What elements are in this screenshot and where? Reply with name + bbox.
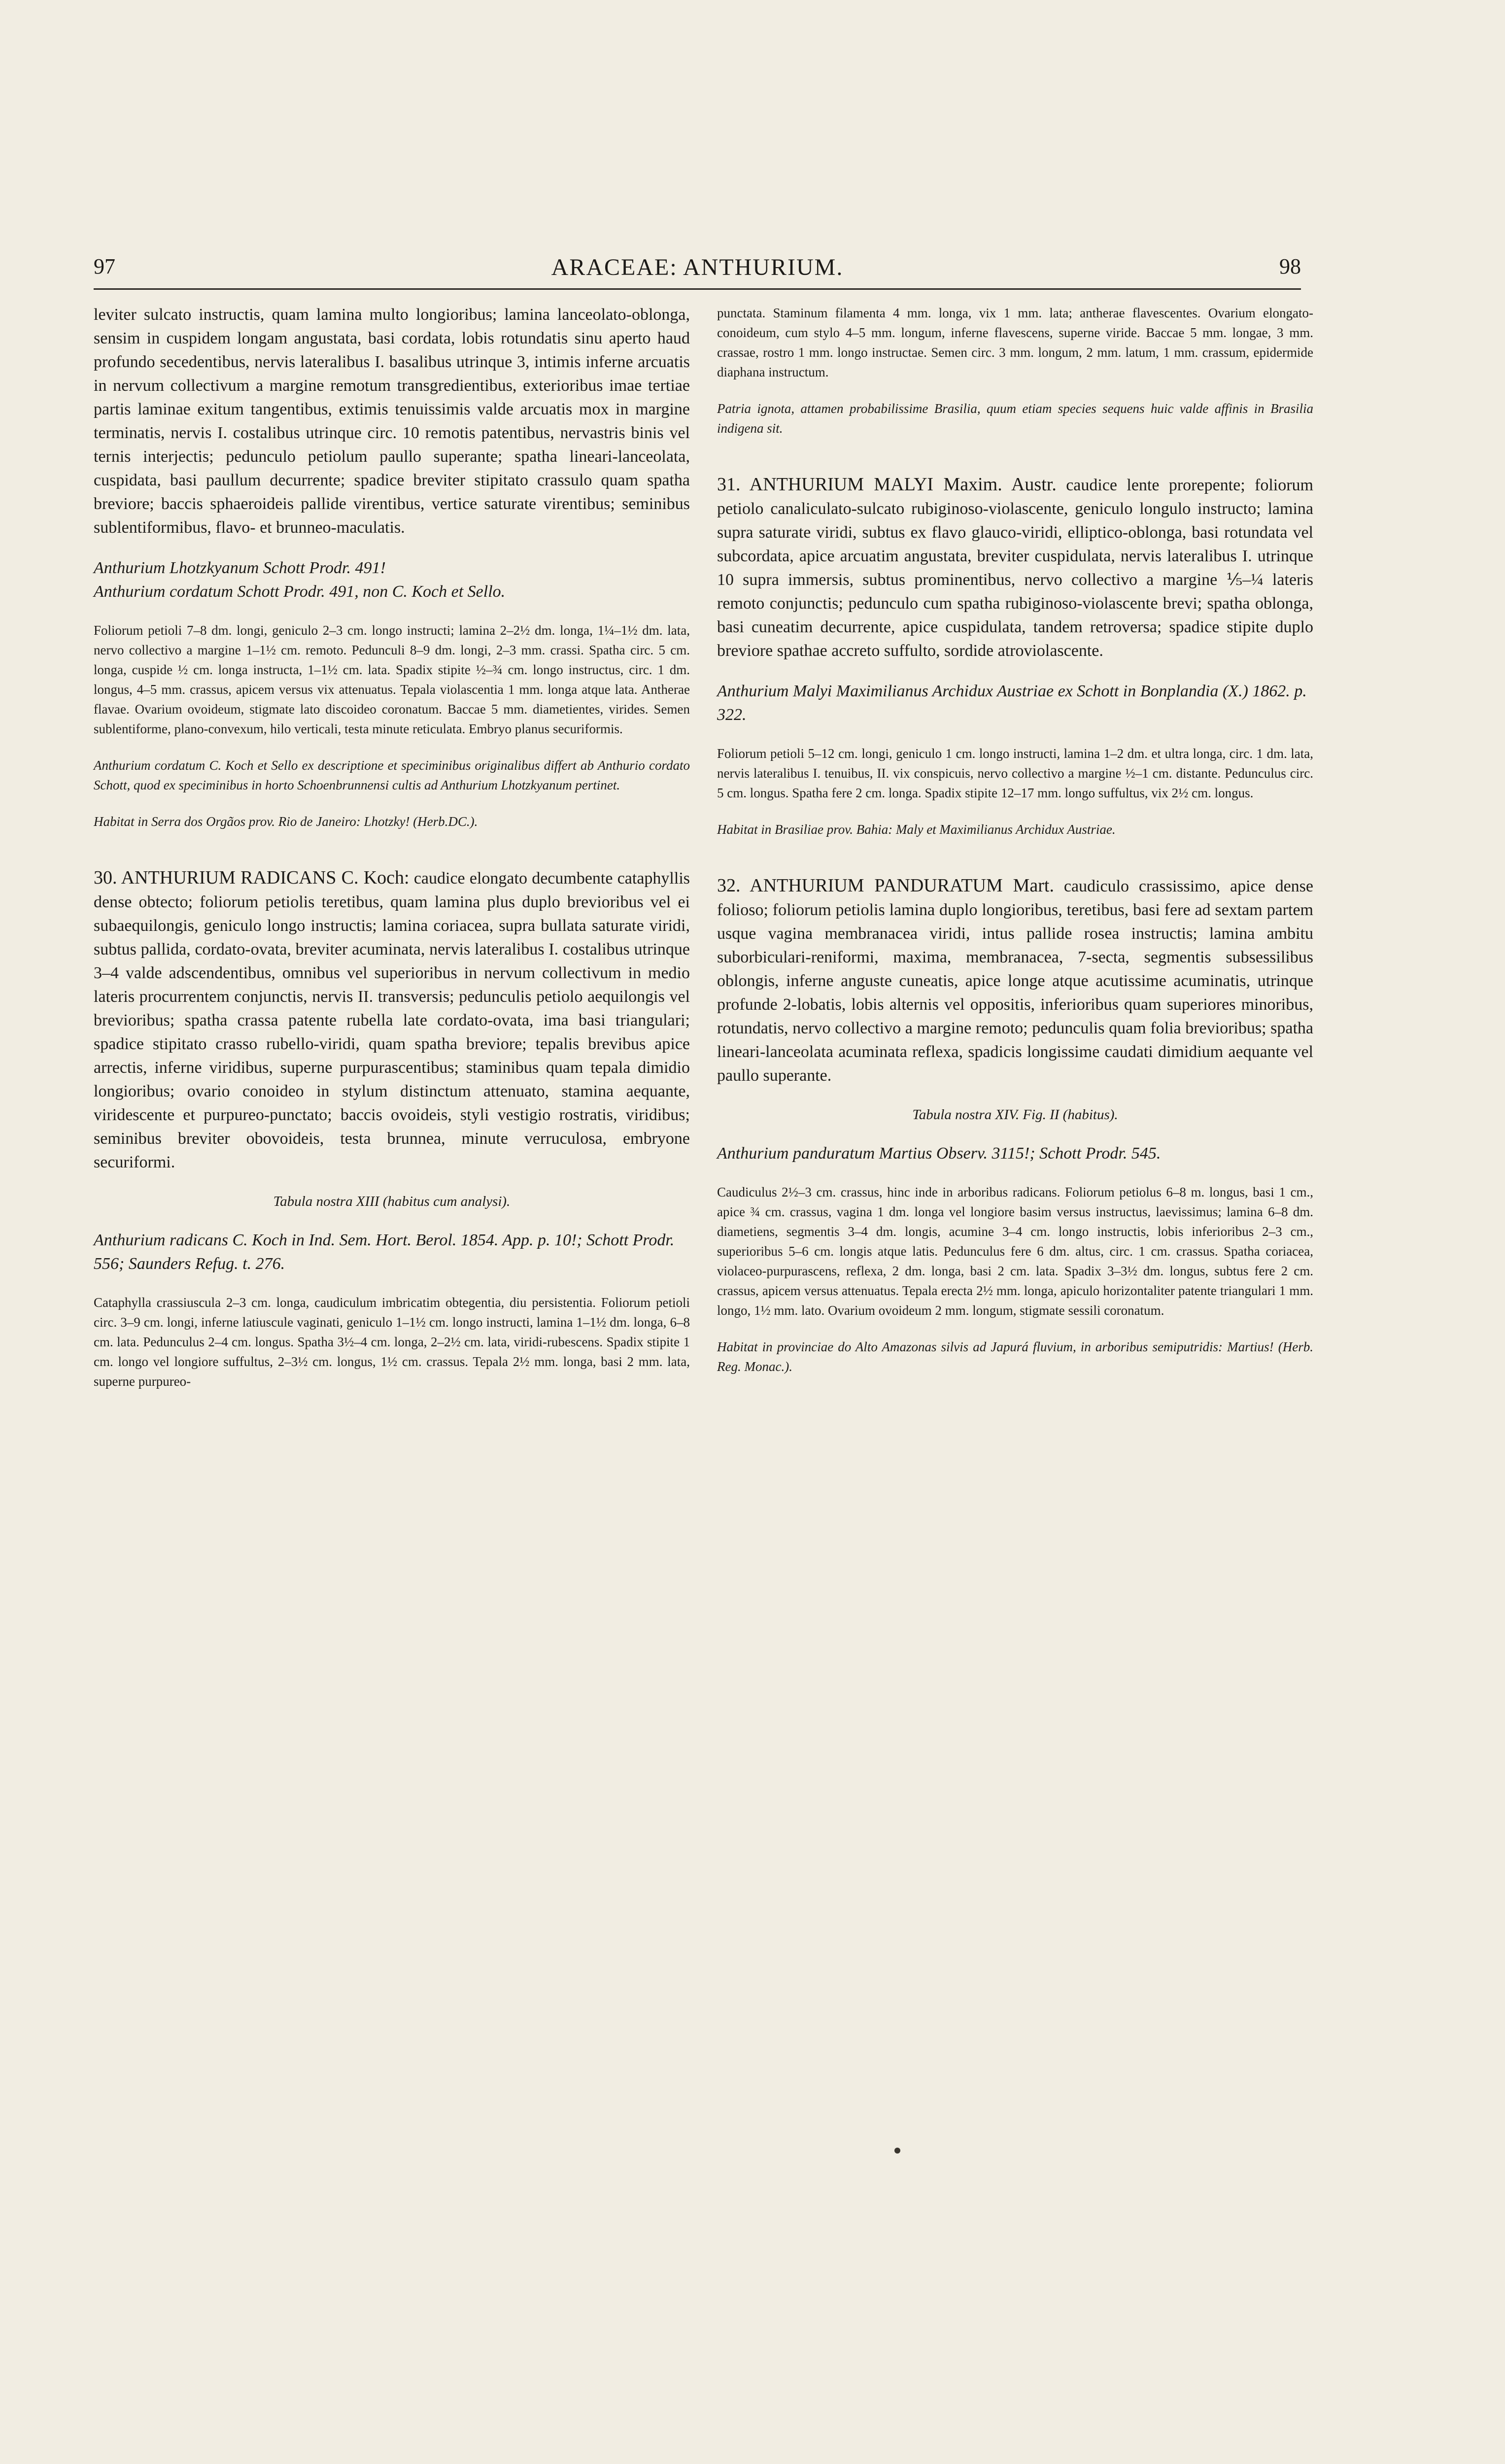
habitat-malyi: Habitat in Brasiliae prov. Bahia: Maly et Maximilianus Archidux Austriae.: [717, 822, 1116, 837]
species-31-text: caudice lente prorepente; foliorum petiolo canaliculato-sulcato rubiginoso-violascente, geniculo longulo instructo; lamina supra saturate viridi, subtus ex flavo glauco-viridi, elliptico-oblonga, basi rotundata vel subcordata, apice arcuatim angustata, breviter cuspidulata, nervis lateralibus I. utrinque 10 supra immersis, subtus prominentibus, nervo collectivo a margine ⅕–¼ lateris remoto conjunctis; pedunculo cum spatha rubiginoso-violascente brevi; spatha oblonga, basi cuneatim decurrente, apice cuspidulata, tandem retroversa; spadice stipite duplo breviore spathae accreto suffulto, sordide atroviolascente.: [717, 476, 1313, 660]
plate-reference-32: Tabula nostra XIV. Fig. II (habitus).: [912, 1107, 1118, 1123]
species-30-paragraph: [94, 866, 690, 1174]
species-30-text: caudice elongato decumbente cataphyllis dense obtecto; foliorum petiolis teretibus, quam lamina plus duplo brevioribus vel ei subaequilongis, geniculo longo instructis; lamina coriacea, supra bullata saturate viridi, subtus pallida, cordato-ovata, breviter acuminata, nervis lateralibus I. costalibus utrinque 3–4 valde adscendentibus, omnibus vel superioribus in nervum collectivum in medio lateris procurrentem conjunctis, nervis II. transversis; pedunculis petiolo aequilongis vel brevioribus; spatha crassa patente rubella late cordato-ovata, ima basi triangulari; spadice stipitato crasso rubello-viridi, quam spatha breviore; tepalis brevibus apice arrectis, inferne viridibus, superne purpurascentibus; staminibus quam tepala dimidio longioribus; ovario conoideo in stylum distinctum attenuato, stamina aequante, viridescente et purpureo-punctato; baccis ovoideis, styli vestigio rostratis, viridibus; seminibus breviter obovoideis, testa brunnea, minute verruculosa, embryone securiformi.: [94, 869, 690, 1171]
description-radicans: Cataphylla crassiuscula 2–3 cm. longa, caudiculum imbricatim obtegentia, diu persistentia. Foliorum petioli circ. 3–9 cm. longi, inferne latiuscule vaginati, geniculo 1–1½ cm. longo instructi, lamina 1–1½ dm. longa, 6–8 cm. lata. Pedunculus 2–4 cm. longus. Spatha 3½–4 cm. longa, 2–2½ cm. lata, viridi-rubescens. Spadix stipite 1 cm. longo vel longiore suffultus, 2–3½ cm. longus, 1½ cm. crassus. Tepala 2½ mm. longa, basi 2 mm. lata, superne purpureo-: [94, 1295, 690, 1389]
running-title: ARACEAE: ANTHURIUM.: [551, 254, 844, 280]
habitat-panduratum: Habitat in provinciae do Alto Amazonas silvis ad Japurá fluvium, in arboribus semiputridis: Martius! (Herb. Reg. Monac.).: [717, 1339, 1313, 1374]
synonym-panduratum: Anthurium panduratum Martius Observ. 3115!; Schott Prodr. 545.: [717, 1144, 1161, 1163]
species-32-heading: 32. ANTHURIUM PANDURATUM Mart.: [717, 875, 1054, 896]
page-number-right: 98: [1279, 254, 1301, 278]
species-32-paragraph: [717, 874, 1313, 1088]
ink-dot: [894, 2148, 900, 2154]
description-panduratum: Caudiculus 2½–3 cm. crassus, hinc inde in arboribus radicans. Foliorum petiolus 6–8 m. longus, basi 1 cm., apice ¾ cm. crassus, vagina 1 dm. longa vel longiore basim versus instructus, laevissimus; lamina 6–8 dm. diametiens, segmentis 3–4 dm. longis, acumine 3–4 cm. longo instructis, lobis inferioribus 2–3 cm., superioribus 5–6 cm. longis atque latis. Pedunculus fere 6 dm. altus, circ. 1 cm. crassus. Spatha coriacea, violaceo-purpurascens, reflexa, 2 dm. longa, basi 2 cm. lata. Spadix 3–3½ dm. longus, subtus fere 2 cm. crassus, apicem versus attenuatus. Tepala erecta 2½ mm. longa, apiculo horizontaliter patente triangulari 1 mm. longo, 1½ mm. lato. Ovarium ovoideum 2 mm. longum, stigmate sessili coronatum.: [717, 1185, 1313, 1318]
synonym-malyi: Anthurium Malyi Maximilianus Archidux Austriae ex Schott in Bonplandia (X.) 1862. p. 322.: [717, 682, 1307, 724]
plate-reference-30: Tabula nostra XIII (habitus cum analysi).: [273, 1194, 511, 1209]
species-32-text: caudiculo crassissimo, apice dense folioso; foliorum petiolis lamina duplo longioribus, teretibus, basi fere ad sextam partem usque vagina membranacea viridi, intus pallide rosea instructis; lamina ambitu suborbiculari-reniformi, maxima, membranacea, 7-secta, segmentis subsessilibus oblongis, inferne anguste cuneatis, apice longe atque acutissime acuminatis, utrinque profunde 2-lobatis, lobis alternis vel oppositis, inferioribus quam superiores minoribus, rotundatis, nervo collectivo a margine remoto; pedunculis quam folia brevioribus; spatha lineari-lanceolata acuminata reflexa, spadicis longissime caudati dimidium aequante vel paullo superante.: [717, 877, 1313, 1085]
description-lhotzkyanum: Foliorum petioli 7–8 dm. longi, geniculo 2–3 cm. longo instructi; lamina 2–2½ dm. longa, 1¼–1½ dm. lata, nervo collectivo a margine 1–1½ cm. remoto. Pedunculi 8–9 dm. longi, 2–3 mm. crassi. Spatha circ. 5 cm. longa, cuspide ½ cm. longa instructa, 1–1½ cm. lata. Spadix stipite ½–¾ cm. longo instructus, circ. 1 dm. longus, 4–5 mm. crassus, apicem versus vix attenuatus. Tepala violascentia 1 mm. longa atque lata. Antherae flavae. Ovarium ovoideum, stigmate lato discoideo coronatum. Baccae 5 mm. diametientes, virides. Semen sublentiforme, plano-convexum, hilo verticali, testa minute reticulata. Embryo planus securiformis.: [94, 623, 690, 736]
habitat-lhotzkyanum: Habitat in Serra dos Orgãos prov. Rio de Janeiro: Lhotzky! (Herb.DC.).: [94, 814, 478, 829]
species-31-heading: 31. ANTHURIUM MALYI Maxim. Austr.: [717, 474, 1057, 495]
species-30-heading: 30. ANTHURIUM RADICANS C. Koch:: [94, 867, 410, 888]
synonym-lhotzkyanum: Anthurium Lhotzkyanum Schott Prodr. 491!: [94, 559, 386, 577]
description-malyi: Foliorum petioli 5–12 cm. longi, geniculo 1 cm. longo instructi, lamina 1–2 dm. et ultra longa, circ. 1 dm. lata, nervis lateralibus I. tenuibus, II. vix conspicuis, nervo collectivo a margine ½–1 cm. distante. Pedunculus circ. 5 cm. longus. Spatha fere 2 cm. longa. Spadix stipite 12–17 mm. longo suffultus, vix 2½ cm. longus.: [717, 746, 1313, 800]
intro-paragraph: leviter sulcato instructis, quam lamina multo longioribus; lamina lanceolato-oblonga, sensim in cuspidem longam angustata, basi cordata, lobis rotundatis sinu aperto haud profundo secedentibus, nervis lateralibus I. basalibus utrinque 3, intimis inferne arcuatis in nervum collectivum a margine remotum transgredientibus, exterioribus imae tertiae partis laminae exitum tangentibus, extimis tenuissimis valde arcuatis mox in margine terminatis, nervis I. costalibus utrinque circ. 10 remotis patentibus, nervastris binis vel ternis interjectis; pedunculo petiolum paullo superante; spatha lineari-lanceolata, cuspidata, basi paullum decurrente; spadice breviter stipitato crassulo quam spatha breviore; baccis sphaeroideis pallide virentibus, vertice saturate virentibus; seminibus sublentiformibus, flavo- et brunneo-maculatis.: [94, 306, 690, 537]
species-31-paragraph: [717, 473, 1313, 663]
page-number-left: 97: [94, 254, 115, 278]
left-column: [94, 303, 690, 1391]
header-rule: [94, 288, 1301, 290]
patria-radicans: Patria ignota, attamen probabilissime Brasilia, quum etiam species sequens huic valde affinis in Brasilia indigena sit.: [717, 401, 1313, 436]
synonym-radicans: Anthurium radicans C. Koch in Ind. Sem. Hort. Berol. 1854. App. p. 10!; Schott Prodr. 556; Saunders Refug. t. 276.: [94, 1231, 675, 1273]
note-cordatum: Anthurium cordatum C. Koch et Sello ex descriptione et speciminibus originalibus differt ab Anthurio cordato Schott, quod ex speciminibus in horto Schoenbrunnensi cultis ad Anthurium Lhotzkyanum pertinet.: [94, 758, 690, 792]
right-column: [717, 303, 1313, 1376]
synonym-cordatum: Anthurium cordatum Schott Prodr. 491, non C. Koch et Sello.: [94, 582, 506, 601]
description-radicans-continued: punctata. Staminum filamenta 4 mm. longa, vix 1 mm. lata; antherae flavescentes. Ovarium elongato-conoideum, cum stylo 4–5 mm. longum, inferne flavescens, superne viride. Baccae 5 mm. longae, 3 mm. crassae, rostro 1 mm. longo instructae. Semen circ. 3 mm. longum, 2 mm. latum, 1 mm. crassum, epidermide diaphana instructum.: [717, 306, 1313, 379]
page-header: [94, 254, 1301, 288]
